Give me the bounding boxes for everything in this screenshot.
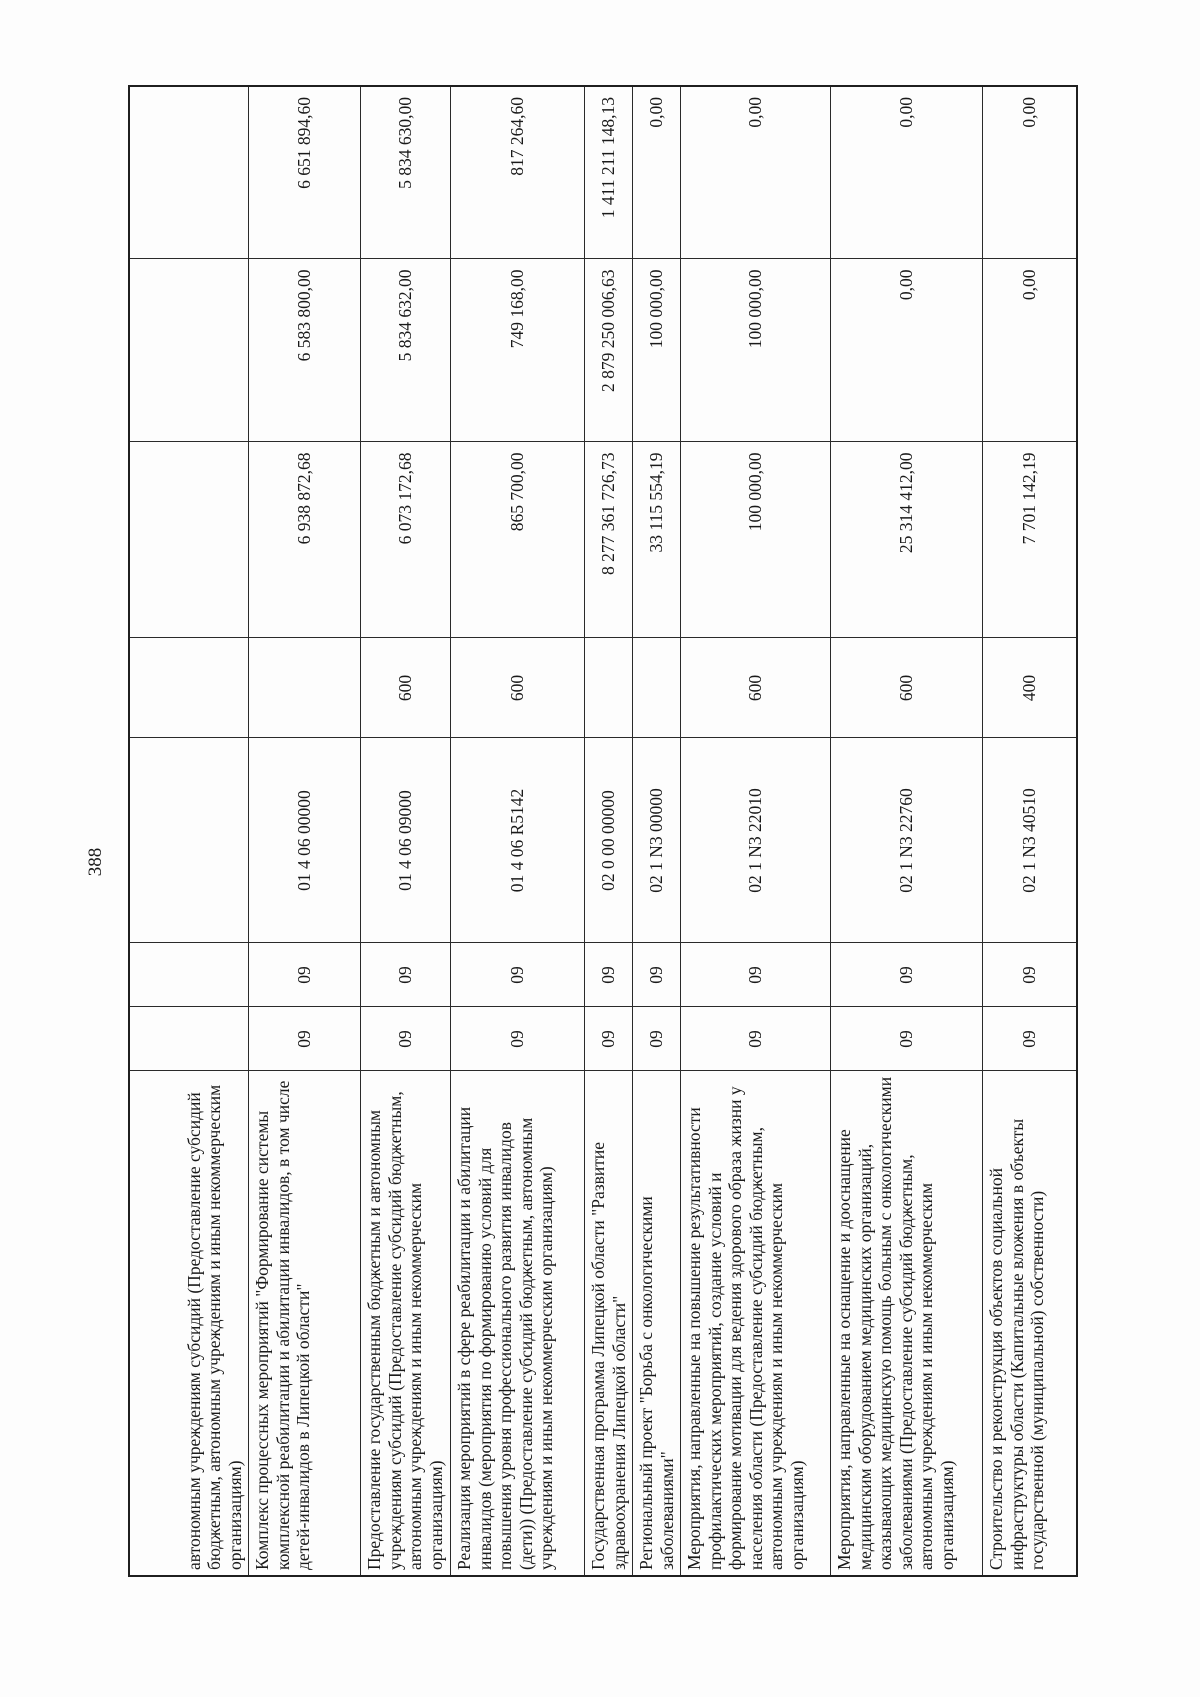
row-subsection: 09 xyxy=(681,943,831,1007)
row-value-2: 749 168,00 xyxy=(451,259,585,442)
row-name: Региональный проект "Борьба с онкологическими заболеваниями" xyxy=(633,1071,681,1576)
row-target-code: 02 0 00 00000 xyxy=(585,738,633,943)
row-expense-type: 600 xyxy=(451,638,585,738)
budget-table xyxy=(128,85,1078,1577)
row-value-1: 865 700,00 xyxy=(451,442,585,638)
row-section: 09 xyxy=(585,1007,633,1071)
row-name: Предоставление государственным бюджетным и автономным учреждениям субсидий (Предоставление субсидий бюджетным, автономным учреждениям и иным некоммерческим организациям) xyxy=(361,1071,451,1576)
row-value-3: 5 834 630,00 xyxy=(361,86,451,259)
row-value-1: 8 277 361 726,73 xyxy=(585,442,633,638)
row-target-code: 02 1 N3 40510 xyxy=(983,738,1077,943)
table-row xyxy=(361,86,451,1576)
table-row xyxy=(983,86,1077,1576)
row-expense-type xyxy=(633,638,681,738)
row-value-2: 2 879 250 006,63 xyxy=(585,259,633,442)
page-number: 388 xyxy=(85,847,106,877)
row-value-2: 100 000,00 xyxy=(681,259,831,442)
row-subsection: 09 xyxy=(451,943,585,1007)
row-subsection xyxy=(129,943,249,1007)
row-value-3: 0,00 xyxy=(983,86,1077,259)
row-value-3: 817 264,60 xyxy=(451,86,585,259)
table-row xyxy=(633,86,681,1576)
row-target-code: 01 4 06 09000 xyxy=(361,738,451,943)
row-name: Мероприятия, направленные на повышение результативности профилактических мероприятий, создание условий и формирование мотивации для ведения здорового образа жизни у населения области (Предоставление субсидий бюджетным, автономным учреждениям и иным некоммерческим организациям) xyxy=(681,1071,831,1576)
row-subsection: 09 xyxy=(831,943,983,1007)
row-section: 09 xyxy=(633,1007,681,1071)
row-section: 09 xyxy=(831,1007,983,1071)
row-section: 09 xyxy=(451,1007,585,1071)
row-name: Государственная программа Липецкой области "Развитие здравоохранения Липецкой области" xyxy=(585,1071,633,1576)
row-expense-type: 600 xyxy=(361,638,451,738)
row-subsection: 09 xyxy=(633,943,681,1007)
table-row xyxy=(451,86,585,1576)
row-target-code: 02 1 N3 22760 xyxy=(831,738,983,943)
row-name: Реализация мероприятий в сфере реабилитации и абилитации инвалидов (мероприятия по формированию условий для повышения уровня профессионального развития инвалидов (дети)) (Предоставление субсидий бюджетным, автономным учреждениям и иным некоммерческим организациям) xyxy=(451,1071,585,1576)
row-value-2: 100 000,00 xyxy=(633,259,681,442)
row-value-2 xyxy=(129,259,249,442)
row-target-code: 02 1 N3 00000 xyxy=(633,738,681,943)
row-value-2: 0,00 xyxy=(831,259,983,442)
row-subsection: 09 xyxy=(585,943,633,1007)
row-expense-type: 600 xyxy=(681,638,831,738)
row-target-code: 01 4 06 00000 xyxy=(249,738,361,943)
row-target-code xyxy=(129,738,249,943)
table-row xyxy=(249,86,361,1576)
row-name: Комплекс процессных мероприятий "Формирование системы комплексной реабилитации и абилитации инвалидов, в том числе детей-инвалидов в Липецкой области" xyxy=(249,1071,361,1576)
row-value-1: 33 115 554,19 xyxy=(633,442,681,638)
row-expense-type xyxy=(249,638,361,738)
row-target-code: 01 4 06 R5142 xyxy=(451,738,585,943)
row-value-3: 1 411 211 148,13 xyxy=(585,86,633,259)
row-value-1: 7 701 142,19 xyxy=(983,442,1077,638)
row-subsection: 09 xyxy=(983,943,1077,1007)
row-target-code: 02 1 N3 22010 xyxy=(681,738,831,943)
row-value-3 xyxy=(129,86,249,259)
table-row xyxy=(129,86,249,1576)
row-name: автономным учреждениям субсидий (Предоставление субсидий бюджетным, автономным учреждениям и иным некоммерческим организациям) xyxy=(129,1071,249,1576)
row-name: Строительство и реконструкция объектов социальной инфраструктуры области (Капитальные вложения в объекты государственной (муниципальной) собственности) xyxy=(983,1071,1077,1576)
table-row xyxy=(831,86,983,1576)
row-value-1: 100 000,00 xyxy=(681,442,831,638)
row-value-1: 25 314 412,00 xyxy=(831,442,983,638)
row-value-2: 0,00 xyxy=(983,259,1077,442)
row-value-1 xyxy=(129,442,249,638)
row-expense-type: 400 xyxy=(983,638,1077,738)
row-section: 09 xyxy=(983,1007,1077,1071)
row-value-3: 0,00 xyxy=(681,86,831,259)
row-expense-type: 600 xyxy=(831,638,983,738)
row-section: 09 xyxy=(361,1007,451,1071)
row-value-2: 5 834 632,00 xyxy=(361,259,451,442)
row-value-3: 0,00 xyxy=(831,86,983,259)
row-subsection: 09 xyxy=(249,943,361,1007)
row-value-3: 0,00 xyxy=(633,86,681,259)
row-section: 09 xyxy=(249,1007,361,1071)
row-subsection: 09 xyxy=(361,943,451,1007)
row-value-2: 6 583 800,00 xyxy=(249,259,361,442)
table-row xyxy=(585,86,633,1576)
row-value-1: 6 938 872,68 xyxy=(249,442,361,638)
row-section xyxy=(129,1007,249,1071)
row-value-1: 6 073 172,68 xyxy=(361,442,451,638)
row-expense-type xyxy=(585,638,633,738)
row-section: 09 xyxy=(681,1007,831,1071)
row-name: Мероприятия, направленные на оснащение и дооснащение медицинским оборудованием медицинских организаций, оказывающих медицинскую помощь больным с онкологическими заболеваниями (Предоставление субсидий бюджетным, автономным учреждениям и иным некоммерческим организациям) xyxy=(831,1071,983,1576)
table-row xyxy=(681,86,831,1576)
row-value-3: 6 651 894,60 xyxy=(249,86,361,259)
row-expense-type xyxy=(129,638,249,738)
